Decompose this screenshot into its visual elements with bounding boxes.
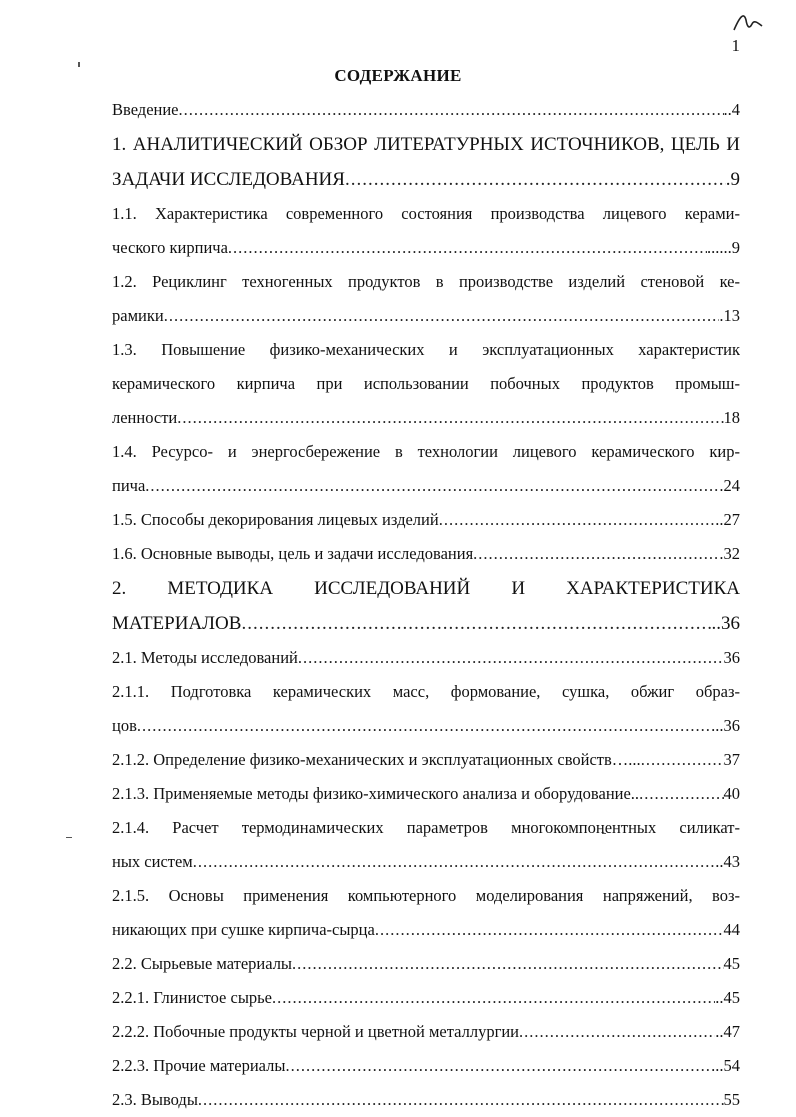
toc-entry-label: 2.2.3. Прочие материалы <box>112 1056 286 1075</box>
toc-entry-label: ческого кирпича <box>112 238 228 257</box>
toc-page-number: 45 <box>723 954 740 973</box>
toc-entry <box>112 1049 740 1083</box>
toc-entry <box>112 606 740 641</box>
toc-entry-label: 1.5. Способы декорирования лицевых изделий <box>112 510 439 529</box>
handwritten-signature <box>730 8 766 36</box>
toc-entry <box>112 913 740 947</box>
toc-entry-line: 1.3. Повышение физико-механических и эксплуатационных характеристик <box>112 340 740 359</box>
table-of-contents <box>112 93 740 1117</box>
toc-page-number: ......9 <box>707 238 740 257</box>
page-title: СОДЕРЖАНИЕ <box>334 66 462 85</box>
toc-page-number: ..47 <box>715 1022 740 1041</box>
toc-page-number: 40 <box>723 784 740 803</box>
toc-entry <box>112 401 740 435</box>
dot-leader <box>292 947 723 981</box>
toc-entry <box>112 1083 740 1117</box>
toc-entry <box>112 299 740 333</box>
dot-leader <box>439 503 716 537</box>
toc-page-number: .32 <box>719 544 740 563</box>
dot-leader <box>241 606 711 641</box>
dot-leader <box>179 93 724 127</box>
toc-entry-line: 2.1.5. Основы применения компьютерного моделирования напряжений, воз- <box>112 886 740 905</box>
toc-page-number: 36 <box>723 648 740 667</box>
toc-entry <box>112 537 740 571</box>
toc-entry <box>112 503 740 537</box>
dot-leader <box>137 709 711 743</box>
toc-entry-line: 2. МЕТОДИКА ИССЛЕДОВАНИЙ И ХАРАКТЕРИСТИКА <box>112 578 740 599</box>
dot-leader <box>641 743 724 777</box>
toc-entry-label: 2.1.3. Применяемые методы физико-химического анализа и оборудование.. <box>112 784 640 803</box>
toc-entry-label: Введение <box>112 100 179 119</box>
toc-entry-line: 1. АНАЛИТИЧЕСКИЙ ОБЗОР ЛИТЕРАТУРНЫХ ИСТОЧНИКОВ, ЦЕЛЬ И <box>112 134 740 155</box>
dot-leader <box>298 641 724 675</box>
toc-page-number: 18 <box>723 408 740 427</box>
toc-entry-label: ЗАДАЧИ ИССЛЕДОВАНИЯ <box>112 169 345 190</box>
toc-entry-label: ных систем <box>112 852 193 871</box>
toc-page-number: ..4 <box>723 100 740 119</box>
toc-entry <box>112 641 740 675</box>
dot-leader <box>228 231 707 265</box>
toc-entry-label: 2.2.1. Глинистое сырье <box>112 988 272 1007</box>
toc-entry-line: керамического кирпича при использовании побочных продуктов промыш- <box>112 374 740 393</box>
toc-entry <box>112 947 740 981</box>
toc-entry-label: МАТЕРИАЛОВ <box>112 613 242 634</box>
toc-entry <box>112 777 740 811</box>
toc-page-number: 44 <box>723 920 740 939</box>
toc-page-number: ..36 <box>711 613 740 634</box>
toc-entry <box>112 743 740 777</box>
page-number: 1 <box>731 36 740 55</box>
toc-page-number: ..45 <box>715 988 740 1007</box>
toc-entry-label: 2.2.2. Побочные продукты черной и цветной металлургии <box>112 1022 520 1041</box>
toc-entry <box>112 1015 740 1049</box>
toc-entry-line: 1.1. Характеристика современного состояния производства лицевого керами- <box>112 204 740 223</box>
toc-entry <box>112 231 740 265</box>
dot-leader <box>639 777 723 811</box>
toc-entry-line: 1.4. Ресурсо- и энергосбережение в технологии лицевого керамического кир- <box>112 442 740 461</box>
toc-entry <box>112 845 740 879</box>
toc-entry-label: ленности <box>112 408 178 427</box>
dot-leader <box>272 981 715 1015</box>
dot-leader <box>375 913 724 947</box>
toc-entry-label: 1.6. Основные выводы, цель и задачи исследования <box>112 544 474 563</box>
toc-entry <box>112 709 740 743</box>
dot-leader <box>519 1015 715 1049</box>
toc-entry <box>112 981 740 1015</box>
toc-page-number: .13 <box>719 306 740 325</box>
toc-page-number: ...54 <box>711 1056 740 1075</box>
dot-leader <box>164 299 720 333</box>
dot-leader <box>193 845 716 879</box>
toc-entry-label: 2.3. Выводы <box>112 1090 198 1109</box>
toc-page-number: ...36 <box>711 716 740 735</box>
toc-entry-label: никающих при сушке кирпича-сырца <box>112 920 375 939</box>
toc-entry <box>112 162 740 197</box>
toc-page-number: ..27 <box>715 510 740 529</box>
dot-leader <box>473 537 719 571</box>
toc-entry-line: 2.1.1. Подготовка керамических масс, формование, сушка, обжиг образ- <box>112 682 740 701</box>
toc-entry-label: 2.1. Методы исследований <box>112 648 298 667</box>
dot-leader <box>345 162 726 197</box>
toc-entry-label: 2.1.2. Определение физико-механических и эксплуатационных свойств…... <box>112 750 641 769</box>
toc-entry-label: 2.2. Сырьевые материалы <box>112 954 293 973</box>
dot-leader <box>198 1083 724 1117</box>
toc-entry-label: рамики <box>112 306 164 325</box>
dot-leader <box>285 1049 711 1083</box>
dot-leader <box>177 401 723 435</box>
toc-page-number: ..43 <box>715 852 740 871</box>
toc-entry-line: 2.1.4. Расчет термодинамических параметров многокомпонентных силикат- <box>112 818 740 837</box>
dot-leader <box>145 469 719 503</box>
toc-entry-line: 1.2. Рециклинг техногенных продуктов в производстве изделий стеновой ке- <box>112 272 740 291</box>
toc-page-number: 55 <box>723 1090 740 1109</box>
toc-page-number: 37 <box>723 750 740 769</box>
toc-entry-label: пича <box>112 476 146 495</box>
toc-entry <box>112 93 740 127</box>
toc-entry-label: цов <box>112 716 137 735</box>
toc-page-number: .24 <box>719 476 740 495</box>
toc-entry <box>112 469 740 503</box>
toc-page-number: .9 <box>725 169 740 190</box>
